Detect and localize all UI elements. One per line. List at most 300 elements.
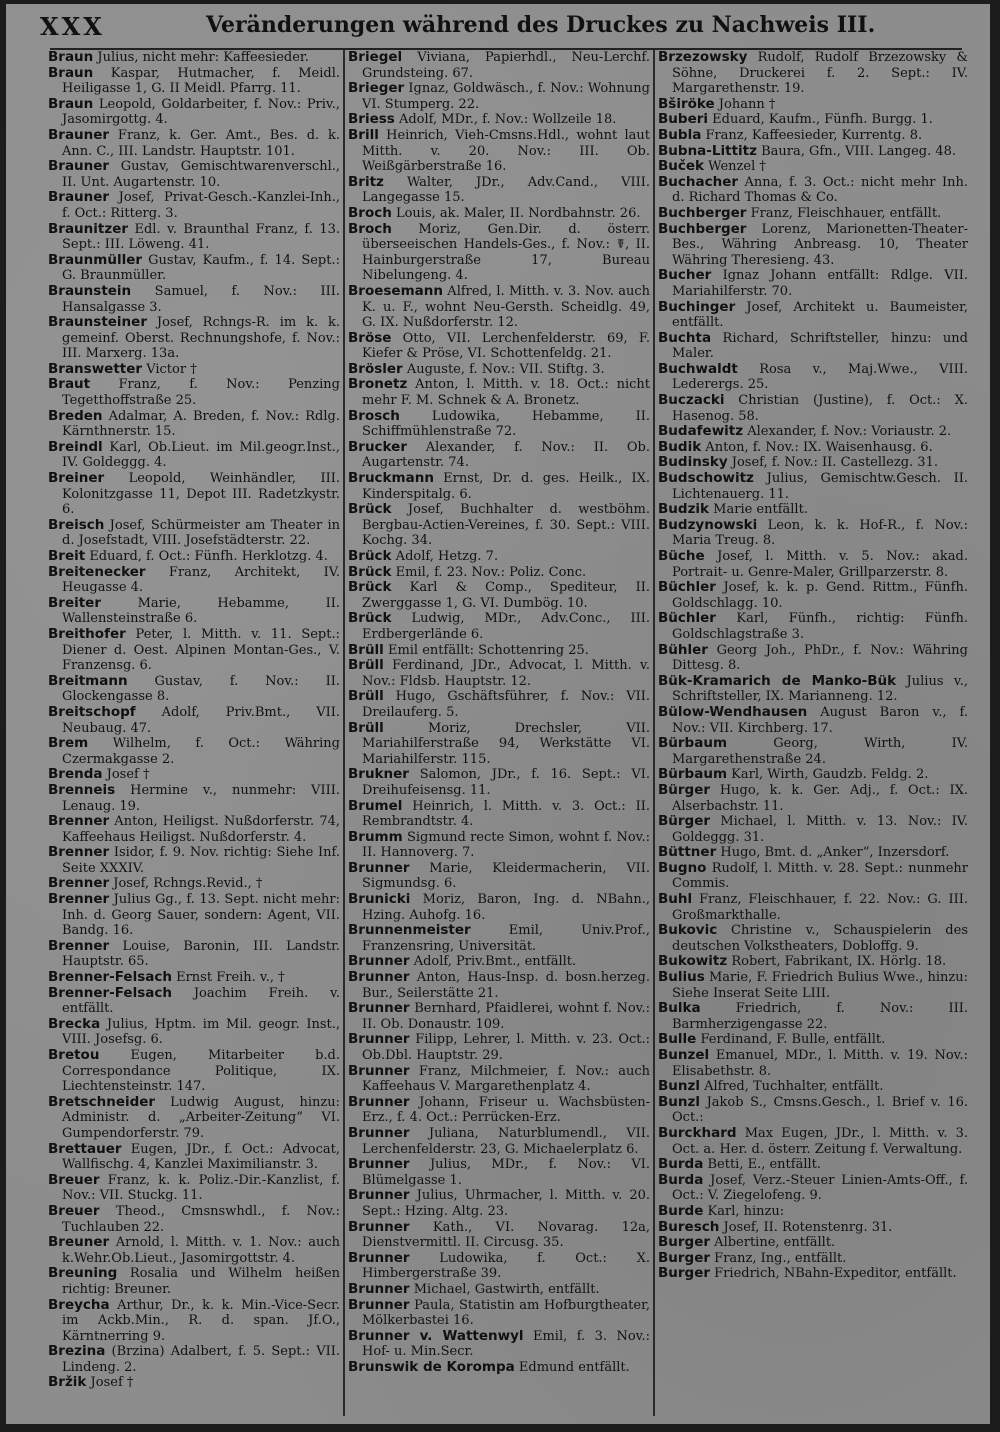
entry-name: Buchberger	[658, 204, 747, 221]
directory-entry	[348, 954, 650, 970]
entry-name: Bürbaum	[658, 766, 728, 783]
directory-entry	[48, 892, 340, 939]
entry-name: Brunicki	[348, 891, 411, 908]
entry-text: Julius, MDr., f. Nov.: VI. Blümelgasse 1.	[362, 1157, 650, 1188]
entry-text: Alexander, f. Nov.: Voriaustr. 2.	[743, 424, 952, 440]
entry-name: Brunner	[348, 1093, 410, 1110]
directory-entry	[658, 1126, 968, 1157]
entry-text: Baura, Gfn., VIII. Langeg. 48.	[756, 143, 957, 159]
entry-text: Julius, Gemischtw.Gesch. II. Lichtenauerg. 11.	[672, 471, 968, 502]
directory-entry	[658, 1032, 968, 1048]
directory-entry	[48, 705, 340, 736]
column-divider	[343, 50, 345, 1416]
entry-name: Breiner	[48, 470, 105, 487]
entry-name: Brzezowsky	[658, 50, 748, 65]
directory-entry	[658, 1204, 968, 1220]
entry-name: Buchacher	[658, 173, 739, 190]
entry-text: Peter, l. Mitth. v. 11. Sept.: Diener d. Oest. Alpinen Montan-Ges., V. Franzensg. 6.	[62, 626, 340, 674]
entry-name: Bronetz	[348, 376, 408, 393]
entry-name: Brunner	[348, 953, 410, 970]
directory-entry	[658, 1173, 968, 1204]
entry-name: Breuning	[48, 1265, 118, 1282]
directory-entry	[658, 518, 968, 549]
directory-entry	[48, 1173, 340, 1204]
entry-name: Brenner	[48, 937, 110, 954]
directory-entry	[48, 596, 340, 627]
entry-name: Budzynowski	[658, 516, 758, 533]
entry-text: Samuel, f. Nov.: III. Hansalgasse 3.	[62, 283, 340, 315]
directory-entry	[658, 112, 968, 128]
entry-name: Braunsteiner	[48, 314, 147, 331]
directory-entry	[348, 1157, 650, 1188]
directory-entry	[658, 128, 968, 144]
entry-text: Auguste, f. Nov.: VII. Stiftg. 3.	[402, 361, 605, 377]
entry-text: (Brzina) Adalbert, f. 5. Sept.: VII. Lindeng. 2.	[62, 1344, 340, 1375]
directory-entry	[48, 159, 340, 190]
entry-name: Budinsky	[658, 454, 728, 471]
directory-entry	[658, 580, 968, 611]
entry-text: August Baron v., f. Nov.: VII. Kirchberg. 17.	[672, 704, 968, 736]
directory-entry	[658, 300, 968, 331]
entry-name: Bržik	[48, 1374, 87, 1391]
entry-name: Bulka	[658, 1000, 701, 1017]
directory-entry	[348, 1188, 650, 1219]
directory-entry	[48, 767, 340, 783]
entry-text: Adolf, Priv.Bmt., entfällt.	[409, 954, 577, 970]
entry-name: Bširöke	[658, 95, 715, 112]
directory-entry	[48, 549, 340, 565]
entry-name: Breiter	[48, 594, 101, 611]
directory-entry	[348, 175, 650, 206]
directory-entry	[658, 393, 968, 424]
directory-entry	[48, 315, 340, 362]
entry-text: Julius, nicht mehr: Kaffeesieder.	[93, 50, 309, 65]
entry-text: Josef †	[102, 767, 150, 783]
directory-entry	[48, 674, 340, 705]
entry-name: Bugno	[658, 859, 707, 876]
directory-entry	[658, 705, 968, 736]
entry-text: Alfred, Tuchhalter, entfällt.	[700, 1079, 884, 1095]
entry-text: Victor †	[142, 361, 197, 377]
entry-name: Brunner	[348, 1296, 410, 1313]
entry-name: Budzik	[658, 501, 710, 518]
entry-text: Juliana, Naturblumendl., VII. Lerchenfelderstr. 23, G. Michaelerplatz 6.	[362, 1125, 650, 1157]
entry-name: Burckhard	[658, 1124, 737, 1141]
entry-name: Buček	[658, 158, 705, 175]
entry-text: Leopold, Weinhändler, III. Kolonitzgasse 11, Depot III. Radetzkystr. 6.	[62, 471, 340, 518]
entry-name: Buresch	[658, 1218, 720, 1235]
entry-name: Bruckmann	[348, 470, 434, 487]
entry-name: Bürger	[658, 813, 711, 830]
entry-text: Hugo, Bmt. d. „Anker“, Inzersdorf.	[716, 845, 950, 861]
column-divider	[653, 50, 655, 1416]
entry-text: Kath., VI. Novarag. 12a, Dienstvermittl. II. Circusg. 35.	[362, 1219, 650, 1251]
entry-name: Brück	[348, 579, 392, 596]
entry-name: Buberi	[658, 111, 709, 128]
entry-text: Adolf, MDr., f. Nov.: Wollzeile 18.	[394, 112, 617, 128]
directory-entry	[658, 268, 968, 299]
entry-name: Brunner	[348, 1124, 410, 1141]
entry-name: Brukner	[348, 766, 409, 783]
directory-entry	[658, 97, 968, 113]
directory-entry	[348, 1282, 650, 1298]
directory-entry	[48, 1298, 340, 1345]
entry-name: Bunzl	[658, 1093, 700, 1110]
directory-entry	[348, 206, 650, 222]
directory-entry	[658, 674, 968, 705]
entry-text: Moriz, Drechsler, VII. Mariahilferstraße 94, Werkstätte VI. Mariahilferstr. 115.	[362, 720, 650, 767]
entry-name: Britz	[348, 173, 384, 190]
entry-name: Breuer	[48, 1202, 100, 1219]
directory-entry	[48, 1344, 340, 1375]
entry-text: Filipp, Lehrer, l. Mitth. v. 23. Oct.: Ob.Dbl. Hauptstr. 29.	[362, 1032, 650, 1063]
entry-name: Buczacki	[658, 392, 725, 409]
directory-entry	[348, 861, 650, 892]
entry-name: Broesemann	[348, 282, 443, 299]
entry-text: Heinrich, l. Mitth. v. 3. Oct.: II. Rembrandtstr. 4.	[362, 798, 650, 830]
entry-name: Brecka	[48, 1015, 101, 1032]
entry-text: Josef, Rchngs.Revid., †	[109, 876, 263, 892]
entry-text: Johann, Friseur u. Wachsbüsten-Erz., f. 4. Oct.: Perrücken-Erz.	[362, 1094, 650, 1126]
directory-entry	[48, 128, 340, 159]
entry-text: Jakob S., Cmsns.Gesch., l. Brief v. 16. Oct.:	[672, 1094, 968, 1126]
entry-name: Brenner-Felsach	[48, 969, 172, 986]
entry-text: Eduard, f. Oct.: Fünfh. Herklotzg. 4.	[85, 549, 328, 564]
entry-text: Joachim Freih. v. entfällt.	[62, 985, 340, 1017]
entry-text: Josef, Rchngs-R. im k. k. gemeinf. Oberst. Rechnungshofe, f. Nov.: III. Marxerg. 13a.	[62, 315, 340, 362]
directory-entry	[48, 783, 340, 814]
directory-entry	[348, 1329, 650, 1360]
entry-name: Bühler	[658, 641, 708, 658]
entry-text: Alexander, f. Nov.: II. Ob. Augartenstr. 74.	[362, 439, 650, 471]
entry-name: Brosch	[348, 407, 400, 424]
directory-entry	[48, 440, 340, 471]
entry-text: Anton, Haus-Insp. d. bosn.herzeg. Bur., Seilerstätte 21.	[362, 970, 650, 1001]
entry-text: Albertine, entfällt.	[710, 1235, 836, 1251]
directory-entry	[48, 565, 340, 596]
entry-text: Gustav, Gemischtwarenverschl., II. Unt. Augartenstr. 10.	[62, 159, 340, 190]
entry-name: Brenner	[48, 875, 110, 892]
entry-name: Büchler	[658, 610, 716, 627]
entry-text: Richard, Schriftsteller, hinzu: und Maler.	[672, 330, 968, 362]
entry-text: Ferdinand, F. Bulle, entfällt.	[696, 1032, 886, 1048]
directory-entry	[658, 175, 968, 206]
entry-text: Ludowika, f. Oct.: X. Himbergerstraße 39.	[362, 1250, 650, 1282]
directory-entry	[658, 643, 968, 674]
directory-entry	[348, 830, 650, 861]
entry-name: Braunitzer	[48, 220, 129, 237]
entry-text: Max Eugen, JDr., l. Mitth. v. 3. Oct. a. Her. d. österr. Zeitung f. Verwaltung.	[672, 1125, 968, 1157]
entry-text: Isidor, f. 9. Nov. richtig: Siehe Inf. Seite XXXIV.	[62, 845, 340, 876]
entry-text: Louis, ak. Maler, II. Nordbahnstr. 26.	[391, 205, 641, 221]
entry-name: Budschowitz	[658, 470, 754, 487]
entry-text: Theod., Cmsnswhdl., f. Nov.: Tuchlauben 22.	[62, 1203, 340, 1235]
entry-text: Emil, f. 23. Nov.: Poliz. Conc.	[391, 564, 587, 580]
entry-text: Louise, Baronin, III. Landstr. Hauptstr. 65.	[62, 938, 340, 970]
directory-entry	[348, 1298, 650, 1329]
directory-entry	[348, 377, 650, 408]
entry-text: Otto, VII. Lerchenfelderstr. 69, F. Kiefer & Pröse, VI. Schottenfeldg. 21.	[362, 330, 650, 362]
entry-text: Hugo, Gschäftsführer, f. Nov.: VII. Dreilauferg. 5.	[362, 689, 650, 720]
entry-name: Brucker	[348, 438, 407, 455]
entry-text: Wenzel †	[704, 159, 766, 175]
directory-entry	[348, 658, 650, 689]
entry-name: Brunner	[348, 1062, 410, 1079]
entry-text: Lorenz, Marionetten-Theater-Bes., Währing Anbreasg. 10, Theater Währing Theresieng. 43.	[672, 221, 968, 268]
entry-text: Emil, Univ.Prof., Franzensring, Universität.	[362, 923, 650, 954]
entry-text: Ignaz, Goldwäsch., f. Nov.: Wohnung VI. Stumperg. 22.	[362, 81, 650, 112]
directory-entry	[48, 377, 340, 408]
directory-entry	[658, 549, 968, 580]
directory-entry	[658, 1001, 968, 1032]
directory-entry	[348, 923, 650, 954]
directory-entry	[348, 580, 650, 611]
entry-name: Brenner	[48, 891, 110, 908]
directory-entry	[48, 876, 340, 892]
entry-name: Braut	[48, 376, 91, 393]
directory-entry	[48, 939, 340, 970]
entry-text: Alfred, l. Mitth. v. 3. Nov. auch K. u. F., wohnt Neu-Gersth. Scheidlg. 49, G. IX. Nußdorferstr. 12.	[362, 283, 650, 331]
entry-text: Georg, Wirth, IV. Margarethenstraße 24.	[672, 736, 968, 767]
entry-text: Friedrich, NBahn-Expeditor, entfällt.	[710, 1266, 957, 1282]
entry-text: Heinrich, Vieh-Cmsns.Hdl., wohnt laut Mitth. v. 20. Nov.: III. Ob. Weißgärberstraße 16.	[362, 127, 650, 175]
directory-entry	[48, 1095, 340, 1142]
entry-text: Anton, l. Mitth. v. 18. Oct.: nicht mehr F. M. Schnek & A. Bronetz.	[362, 377, 650, 409]
entry-name: Budafewitz	[658, 423, 744, 440]
entry-text: Karl, hinzu:	[703, 1203, 785, 1219]
entry-text: Gustav, Kaufm., f. 14. Sept.: G. Braunmüller.	[62, 252, 340, 284]
entry-name: Burda	[658, 1156, 704, 1173]
entry-text: Karl, Ob.Lieut. im Mil.geogr.Inst., IV. Goldeggg. 4.	[62, 439, 340, 471]
entry-name: Brüll	[348, 641, 384, 658]
entry-name: Breycha	[48, 1296, 110, 1313]
entry-name: Brauner	[48, 126, 110, 143]
entry-name: Bük-Kramarich de Manko-Bük	[658, 672, 897, 689]
entry-text: Josef, Schürmeister am Theater in d. Josefstadt, VIII. Josefstädterstr. 22.	[62, 517, 340, 549]
entry-text: Rudolf, Rudolf Brzezowsky & Söhne, Druckerei f. 2. Sept.: IV. Margarethenstr. 19.	[672, 50, 968, 97]
entry-text: Bernhard, Pfaidlerei, wohnt f. Nov.: II. Ob. Donaustr. 109.	[362, 1001, 650, 1032]
entry-text: Georg Joh., PhDr., f. Nov.: Währing Dittesg. 8.	[672, 642, 968, 674]
entry-text: Anton, f. Nov.: IX. Waisenhausg. 6.	[701, 439, 933, 455]
entry-name: Brunswik de Korompa	[348, 1358, 515, 1375]
entry-name: Bubna-Littitz	[658, 142, 757, 159]
directory-entry	[658, 783, 968, 814]
entry-name: Brüll	[348, 688, 384, 705]
directory-entry	[658, 892, 968, 923]
directory-entry	[48, 222, 340, 253]
directory-entry	[658, 1220, 968, 1236]
entry-text: Wilhelm, f. Oct.: Währing Czermakgasse 2.	[62, 736, 340, 767]
entry-name: Brunner	[348, 1031, 410, 1048]
directory-entry	[348, 284, 650, 331]
entry-text: Rosalia und Wilhelm heißen richtig: Breuner.	[62, 1266, 340, 1297]
directory-entry	[348, 1251, 650, 1282]
entry-name: Buchinger	[658, 298, 736, 315]
entry-text: Hermine v., nunmehr: VIII. Lenaug. 19.	[62, 782, 340, 814]
entry-name: Braun	[48, 64, 94, 81]
entry-text: Edl. v. Braunthal Franz, f. 13. Sept.: III. Löweng. 41.	[62, 221, 340, 253]
entry-name: Buhl	[658, 891, 693, 908]
directory-entry	[348, 689, 650, 720]
entry-name: Brück	[348, 548, 392, 564]
directory-entry	[658, 424, 968, 440]
entry-name: Brenner	[48, 844, 110, 861]
directory-entry	[348, 721, 650, 768]
directory-entry	[348, 1360, 650, 1376]
entry-name: Brück	[348, 563, 392, 580]
entry-name: Burger	[658, 1234, 711, 1251]
directory-entry	[658, 331, 968, 362]
entry-name: Brumm	[348, 828, 403, 845]
entry-text: Eugen, Mitarbeiter b.d. Correspondance Politique, IX. Liechtensteinstr. 147.	[62, 1048, 340, 1095]
entry-name: Buchberger	[658, 220, 747, 237]
directory-entry	[658, 1266, 968, 1282]
directory-entry	[658, 1251, 968, 1267]
entry-name: Bürbaum	[658, 735, 728, 752]
entry-text: Karl, Wirth, Gaudzb. Feldg. 2.	[727, 767, 929, 783]
entry-name: Buchta	[658, 329, 712, 346]
directory-entry	[348, 643, 650, 659]
entry-text: Josef, f. Nov.: II. Castellezg. 31.	[727, 455, 938, 471]
entry-text: Rosa v., Maj.Wwe., VIII. Lederergs. 25.	[672, 361, 968, 393]
entry-text: Marie, Kleidermacherin, VII. Sigmundsg. 6.	[362, 860, 650, 892]
directory-entry	[48, 1204, 340, 1235]
entry-name: Burda	[658, 1171, 704, 1188]
directory-entry	[348, 799, 650, 830]
entry-text: Kaspar, Hutmacher, f. Meidl. Heiligasse 1, G. II Meidl. Pfarrg. 11.	[62, 65, 340, 97]
entry-text: Adolf, Priv.Bmt., VII. Neubaug. 47.	[62, 704, 340, 736]
directory-entry	[48, 253, 340, 284]
directory-entry	[48, 736, 340, 767]
page-number: XXX	[40, 12, 105, 41]
entry-text: Marie, Hebamme, II. Wallensteinstraße 6.	[62, 595, 340, 627]
entry-text: Hugo, k. k. Ger. Adj., f. Oct.: IX. Alserbachstr. 11.	[672, 782, 968, 814]
entry-name: Braunmüller	[48, 251, 143, 268]
entry-name: Breindl	[48, 438, 103, 455]
entry-text: Gustav, f. Nov.: II. Glockengasse 8.	[62, 673, 340, 705]
entry-text: Walter, JDr., Adv.Cand., VIII. Langegasse 15.	[362, 174, 650, 206]
entry-name: Branswetter	[48, 360, 143, 377]
entry-name: Breisch	[48, 516, 105, 533]
entry-name: Breitmann	[48, 672, 128, 689]
entry-name: Breuner	[48, 1234, 110, 1251]
directory-entry	[658, 206, 968, 222]
entry-text: Karl, Fünfh., richtig: Fünfh. Goldschlagstraße 3.	[672, 611, 968, 642]
entry-name: Briess	[348, 111, 395, 128]
directory-entry	[48, 97, 340, 128]
directory-entry	[48, 814, 340, 845]
entry-text: Franz, Architekt, IV. Heugasse 4.	[62, 564, 340, 596]
entry-text: Leon, k. k. Hof-R., f. Nov.: Maria Treug. 8.	[672, 517, 968, 549]
entry-text: Adalmar, A. Breden, f. Nov.: Rdlg. Kärnthnerstr. 15.	[62, 408, 340, 440]
document-page	[6, 4, 990, 1424]
directory-entry	[348, 767, 650, 798]
entry-text: Emil entfällt: Schottenring 25.	[383, 642, 589, 658]
directory-entry	[48, 518, 340, 549]
directory-entry	[348, 549, 650, 565]
entry-name: Burde	[658, 1202, 704, 1219]
directory-entry	[348, 970, 650, 1001]
entry-text: Sigmund recte Simon, wohnt f. Nov.: II. Hannoverg. 7.	[362, 829, 650, 861]
entry-text: Eduard, Kaufm., Fünfh. Burgg. 1.	[708, 112, 933, 128]
directory-entry	[658, 362, 968, 393]
directory-entry	[658, 471, 968, 502]
entry-name: Breden	[48, 407, 103, 424]
entry-name: Bulius	[658, 969, 705, 986]
entry-text: Josef, k. k. p. Gend. Rittm., Fünfh. Goldschlagg. 10.	[672, 580, 968, 611]
directory-entry	[658, 159, 968, 175]
entry-name: Brunnenmeister	[348, 922, 471, 939]
directory-entry	[348, 112, 650, 128]
entry-name: Bröse	[348, 329, 392, 346]
entry-text: Christian (Justine), f. Oct.: X. Hasenog. 58.	[672, 393, 968, 424]
entry-text: Emanuel, MDr., l. Mitth. v. 19. Nov.: Elisabethstr. 8.	[672, 1048, 968, 1079]
entry-text: Viviana, Papierhdl., Neu-Lerchf. Grundsteing. 67.	[362, 50, 650, 81]
entry-text: Ferdinand, JDr., Advocat, l. Mitth. v. Nov.: Fldsb. Hauptstr. 12.	[362, 658, 650, 689]
entry-name: Brenner	[48, 813, 110, 830]
directory-entry	[348, 1126, 650, 1157]
entry-name: Braunstein	[48, 282, 132, 299]
entry-name: Breitschopf	[48, 703, 136, 720]
entry-name: Briegel	[348, 50, 403, 65]
entry-name: Bülow-Wendhausen	[658, 703, 808, 720]
entry-text: Julius Gg., f. 13. Sept. nicht mehr: Inh. d. Georg Sauer, sondern: Agent, VII. Bandg. 16.	[62, 892, 340, 939]
directory-entry	[658, 954, 968, 970]
entry-name: Brunner	[348, 969, 410, 986]
entry-name: Brunner	[348, 1000, 410, 1017]
directory-entry	[658, 861, 968, 892]
entry-name: Burger	[658, 1249, 711, 1266]
entry-text: Ernst Freih. v., †	[171, 970, 285, 986]
entry-text: Josef, l. Mitth. v. 5. Nov.: akad. Portrait- u. Genre-Maler, Grillparzerstr. 8.	[672, 549, 968, 580]
entry-text: Betti, E., entfällt.	[703, 1157, 822, 1173]
entry-text: Franz, f. Nov.: Penzing Tegetthoffstraße 25.	[62, 377, 340, 409]
directory-entry	[48, 50, 340, 66]
directory-entry	[348, 222, 650, 284]
entry-name: Brunner	[348, 1218, 410, 1235]
entry-text: Franz, Fleischhauer, entfällt.	[746, 205, 942, 221]
entry-name: Breithofer	[48, 625, 126, 642]
entry-name: Brenneis	[48, 781, 116, 798]
entry-name: Braun	[48, 50, 94, 65]
directory-entry	[348, 331, 650, 362]
directory-entry	[48, 1266, 340, 1297]
directory-entry	[348, 50, 650, 81]
entry-name: Bretou	[48, 1047, 100, 1063]
entry-name: Breuer	[48, 1171, 100, 1188]
directory-entry	[348, 362, 650, 378]
entry-name: Brunner	[348, 1249, 410, 1266]
directory-entry	[48, 471, 340, 518]
directory-entry	[658, 845, 968, 861]
directory-entry	[658, 455, 968, 471]
directory-entry	[658, 502, 968, 518]
entry-name: Brem	[48, 735, 89, 752]
directory-entry	[48, 1235, 340, 1266]
entry-name: Brumel	[348, 797, 403, 814]
directory-entry	[48, 1375, 340, 1391]
entry-name: Bunzel	[658, 1047, 710, 1063]
entry-name: Broch	[348, 204, 392, 221]
column-2	[348, 50, 650, 1416]
entry-text: Josef, Verz.-Steuer Linien-Amts-Off., f. Oct.: V. Ziegelofeng. 9.	[672, 1172, 968, 1204]
directory-entry	[348, 611, 650, 642]
entry-name: Brieger	[348, 80, 405, 97]
entry-name: Büche	[658, 548, 705, 564]
directory-entry	[658, 440, 968, 456]
entry-text: Ludwig, MDr., Adv.Conc., III. Erdbergerlände 6.	[362, 611, 650, 642]
entry-text: Christine v., Schauspielerin des deutschen Volkstheaters, Dobloffg. 9.	[672, 923, 968, 954]
